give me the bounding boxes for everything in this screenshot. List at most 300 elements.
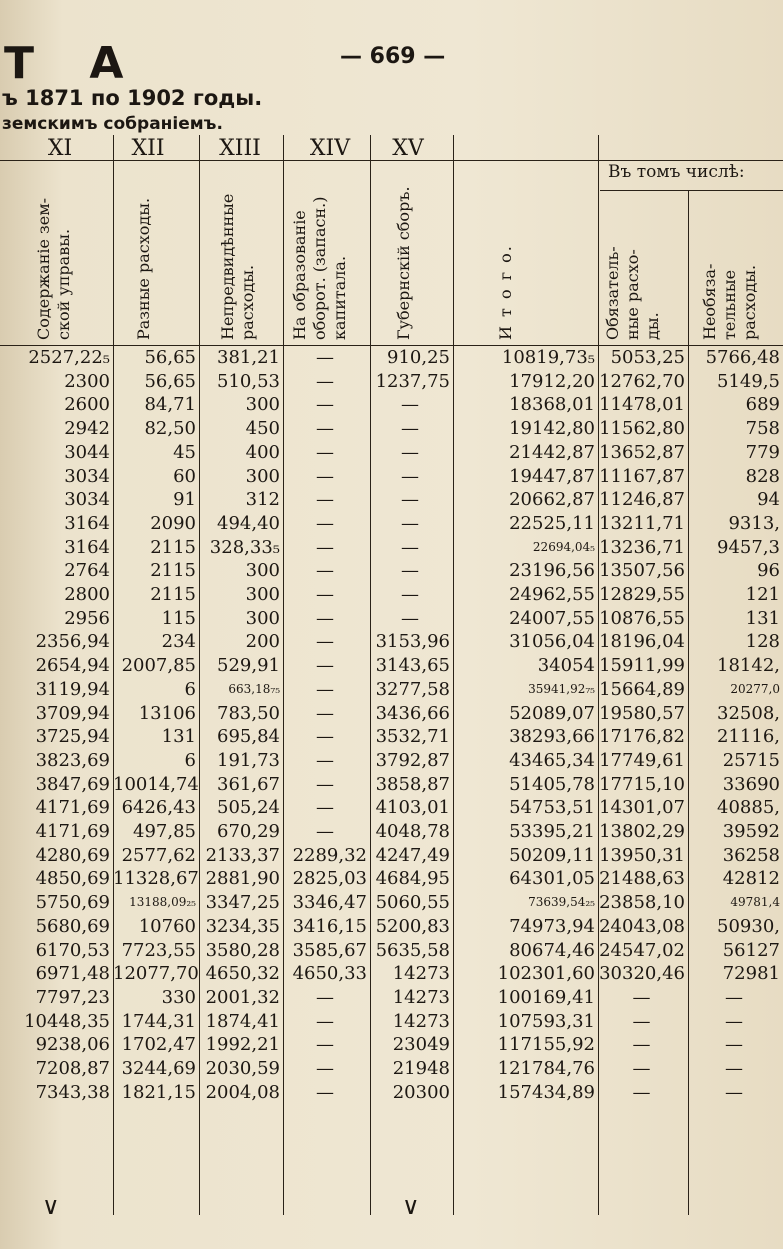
- table-cell: 5060,55: [375, 892, 450, 914]
- table-cell: 494,40: [217, 512, 280, 534]
- table-cell: 107593,31: [497, 1010, 595, 1032]
- table-row: [0, 559, 783, 583]
- table-cell: 73639,54₂₅: [528, 895, 595, 910]
- table-cell: 18368,01: [509, 394, 595, 416]
- table-cell: —: [316, 1058, 334, 1080]
- table-cell: 381,21: [217, 347, 280, 368]
- table-cell: 5750,69: [35, 892, 110, 914]
- table-cell: —: [316, 1081, 334, 1103]
- table-cell: 19580,57: [599, 702, 685, 724]
- table-cell: 5635,58: [375, 939, 450, 961]
- table-cell: —: [316, 347, 334, 368]
- table-cell: 300: [245, 560, 280, 582]
- table-cell: 13188,09₂₅: [129, 895, 196, 910]
- header-col-misc: Разные расходы.: [134, 197, 153, 340]
- table-cell: 300: [245, 607, 280, 629]
- table-cell: 49781,4: [730, 895, 780, 910]
- table-cell: 3709,94: [35, 702, 110, 724]
- table-cell: 2600: [64, 394, 110, 416]
- table-row: [0, 796, 783, 820]
- table-cell: 200: [245, 631, 280, 653]
- table-row: [0, 962, 783, 986]
- header-col-total: И т о г о.: [496, 244, 515, 340]
- table-cell: 19447,87: [509, 465, 595, 487]
- table-cell: 24043,08: [599, 915, 685, 937]
- table-cell: 19142,80: [509, 418, 595, 440]
- table-cell: —: [725, 986, 743, 1008]
- table-cell: 1237,75: [375, 370, 450, 392]
- table-cell: —: [401, 441, 419, 463]
- table-cell: 783,50: [217, 702, 280, 724]
- table-cell: 5766,48: [705, 347, 780, 368]
- table-cell: 312: [245, 489, 280, 511]
- table-cell: 2115: [150, 584, 196, 606]
- table-cell: 11562,80: [599, 418, 685, 440]
- table-cell: 22525,11: [509, 512, 595, 534]
- subheader-rule: [600, 190, 783, 191]
- table-cell: 9238,06: [35, 1034, 110, 1056]
- table-cell: 14273: [392, 986, 450, 1008]
- table-cell: —: [316, 584, 334, 606]
- header-in-that-number: Въ томъ числѣ:: [608, 162, 745, 182]
- table-cell: 17715,10: [599, 773, 685, 795]
- header-col-unforeseen: Непредвидѣнные расходы.: [218, 193, 257, 340]
- table-cell: 3346,47: [292, 892, 367, 914]
- table-cell: 4280,69: [35, 844, 110, 866]
- table-cell: 10448,35: [24, 1010, 110, 1032]
- table-cell: 11478,01: [599, 394, 685, 416]
- table-cell: 50209,11: [509, 844, 595, 866]
- table-cell: 191,73: [217, 749, 280, 771]
- table-cell: 3044: [64, 441, 110, 463]
- table-cell: 2527,22₅: [28, 347, 110, 368]
- subtitle-assembly: земскимъ собраніемъ.: [2, 114, 223, 134]
- table-cell: 21948: [392, 1058, 450, 1080]
- check-mark: ∨: [42, 1192, 60, 1220]
- table-cell: 13652,87: [599, 441, 685, 463]
- table-cell: 2090: [150, 512, 196, 534]
- table-cell: 56127: [722, 939, 780, 961]
- table-cell: 14273: [392, 1010, 450, 1032]
- table-cell: —: [316, 418, 334, 440]
- table-cell: 11328,67: [113, 868, 199, 890]
- table-cell: 1992,21: [205, 1034, 280, 1056]
- table-cell: 115: [161, 607, 196, 629]
- roman-xi: XI: [47, 136, 73, 161]
- table-cell: 1744,31: [121, 1010, 196, 1032]
- table-cell: 72981: [722, 963, 780, 985]
- table-row: [0, 1057, 783, 1081]
- table-cell: 18196,04: [599, 631, 685, 653]
- table-cell: 3164: [64, 512, 110, 534]
- table-cell: 13211,71: [599, 512, 685, 534]
- expenses-table: [0, 346, 783, 1105]
- header-col-administration: Содержаніе зем- ской управы.: [34, 197, 73, 340]
- table-cell: —: [401, 489, 419, 511]
- table-cell: 32508,: [717, 702, 780, 724]
- table-cell: —: [316, 773, 334, 795]
- table-row: [0, 939, 783, 963]
- table-cell: 13507,56: [599, 560, 685, 582]
- table-cell: 4171,69: [35, 797, 110, 819]
- table-cell: —: [316, 465, 334, 487]
- table-cell: 23196,56: [509, 560, 595, 582]
- table-cell: —: [316, 560, 334, 582]
- table-cell: 5680,69: [35, 915, 110, 937]
- table-cell: 18142,: [717, 655, 780, 677]
- table-cell: 20662,87: [509, 489, 595, 511]
- table-cell: 21442,87: [509, 441, 595, 463]
- table-cell: 13236,71: [599, 536, 685, 558]
- table-cell: 3416,15: [292, 915, 367, 937]
- table-cell: 497,85: [133, 821, 196, 843]
- table-cell: 910,25: [387, 347, 450, 368]
- table-row: [0, 820, 783, 844]
- table-cell: 96: [757, 560, 780, 582]
- table-cell: 35941,92₇₅: [528, 681, 595, 696]
- table-cell: 15911,99: [599, 655, 685, 677]
- table-cell: 2956: [64, 607, 110, 629]
- table-cell: —: [316, 1010, 334, 1032]
- header-col-optional: Необяза- тельные расходы.: [700, 263, 759, 340]
- table-cell: 7343,38: [35, 1081, 110, 1103]
- table-cell: 91: [173, 489, 196, 511]
- header-top-rule: [0, 160, 783, 161]
- table-cell: —: [316, 631, 334, 653]
- table-cell: 33690: [722, 773, 780, 795]
- table-cell: 20300: [392, 1081, 450, 1103]
- table-row: [0, 536, 783, 560]
- table-cell: —: [632, 1058, 651, 1080]
- table-cell: —: [401, 584, 419, 606]
- table-cell: 14273: [392, 963, 450, 985]
- table-row: [0, 512, 783, 536]
- table-cell: 4171,69: [35, 821, 110, 843]
- table-cell: —: [316, 370, 334, 392]
- table-cell: 3847,69: [35, 773, 110, 795]
- table-cell: 121: [745, 584, 780, 606]
- table-cell: —: [725, 1081, 743, 1103]
- table-cell: 3532,71: [375, 726, 450, 748]
- table-cell: —: [401, 536, 419, 558]
- roman-xiii: XIII: [219, 136, 261, 161]
- table-cell: 53395,21: [509, 821, 595, 843]
- table-cell: 3436,66: [375, 702, 450, 724]
- table-row: [0, 844, 783, 868]
- table-cell: —: [316, 536, 334, 558]
- table-row: [0, 773, 783, 797]
- table-cell: —: [316, 821, 334, 843]
- table-cell: 2881,90: [205, 868, 280, 890]
- table-cell: 330: [161, 986, 196, 1008]
- table-row: [0, 465, 783, 489]
- table-cell: 7797,23: [35, 986, 110, 1008]
- table-cell: —: [316, 489, 334, 511]
- table-cell: 300: [245, 394, 280, 416]
- table-cell: —: [632, 1034, 651, 1056]
- table-cell: 689: [745, 394, 780, 416]
- table-cell: 2133,37: [205, 844, 280, 866]
- table-cell: 3143,65: [375, 655, 450, 677]
- table-cell: 9313,: [728, 512, 780, 534]
- table-cell: —: [316, 678, 334, 700]
- table-cell: —: [316, 702, 334, 724]
- table-cell: 2115: [150, 560, 196, 582]
- table-cell: 6426,43: [121, 797, 196, 819]
- table-cell: 52089,07: [509, 702, 595, 724]
- table-cell: 11167,87: [599, 465, 685, 487]
- table-cell: 45: [173, 441, 196, 463]
- roman-xii: XII: [131, 136, 165, 161]
- table-cell: —: [316, 986, 334, 1008]
- table-row: [0, 986, 783, 1010]
- table-cell: 3119,94: [35, 678, 110, 700]
- table-cell: 3234,35: [205, 915, 280, 937]
- table-cell: —: [401, 607, 419, 629]
- table-cell: 758: [745, 418, 780, 440]
- table-cell: 13802,29: [599, 821, 685, 843]
- check-mark: ∨: [402, 1192, 420, 1220]
- table-row: [0, 867, 783, 891]
- table-cell: 529,91: [217, 655, 280, 677]
- table-cell: 25715: [722, 749, 780, 771]
- table-cell: 3858,87: [375, 773, 450, 795]
- table-cell: —: [316, 512, 334, 534]
- table-cell: 2289,32: [292, 844, 367, 866]
- table-row: [0, 583, 783, 607]
- table-cell: 21116,: [717, 726, 780, 748]
- table-cell: 3034: [64, 465, 110, 487]
- table-cell: 121784,76: [497, 1058, 595, 1080]
- table-cell: 24007,55: [509, 607, 595, 629]
- header-col-reserve-capital: На образованіе оборот. (запасн.) капитала.: [290, 196, 349, 340]
- table-cell: 2300: [64, 370, 110, 392]
- table-cell: 670,29: [217, 821, 280, 843]
- table-cell: 2115: [150, 536, 196, 558]
- table-cell: 80674,46: [509, 939, 595, 961]
- table-row: [0, 678, 783, 702]
- table-cell: 30320,46: [599, 963, 685, 985]
- table-cell: 1821,15: [121, 1081, 196, 1103]
- header-letters: Т А: [4, 38, 144, 89]
- table-cell: 14301,07: [599, 797, 685, 819]
- table-cell: 10014,74: [113, 773, 199, 795]
- table-cell: 17912,20: [509, 370, 595, 392]
- table-row: [0, 346, 783, 370]
- table-cell: 22694,04₅: [532, 539, 595, 554]
- table-cell: 4048,78: [375, 821, 450, 843]
- roman-xv: XV: [392, 136, 424, 161]
- table-cell: 2001,32: [205, 986, 280, 1008]
- roman-xiv: XIV: [309, 136, 351, 161]
- subtitle-years: ъ 1871 по 1902 годы.: [2, 86, 263, 110]
- table-cell: 40885,: [717, 797, 780, 819]
- table-cell: 9457,3: [717, 536, 780, 558]
- table-cell: —: [316, 655, 334, 677]
- table-cell: 60: [173, 465, 196, 487]
- table-cell: 234: [161, 631, 196, 653]
- table-cell: 50930,: [717, 915, 780, 937]
- table-cell: 34054: [537, 655, 595, 677]
- table-cell: 2007,85: [121, 655, 196, 677]
- table-cell: 20277,0: [730, 681, 780, 696]
- table-cell: 128: [745, 631, 780, 653]
- table-cell: 102301,60: [497, 963, 595, 985]
- table-cell: 6971,48: [35, 963, 110, 985]
- table-cell: 779: [745, 441, 780, 463]
- table-cell: 42812: [722, 868, 780, 890]
- table-cell: 4103,01: [375, 797, 450, 819]
- table-row: [0, 630, 783, 654]
- table-cell: 3823,69: [35, 749, 110, 771]
- table-cell: —: [725, 1034, 743, 1056]
- table-cell: 10760: [138, 915, 196, 937]
- table-cell: 131: [161, 726, 196, 748]
- table-cell: 695,84: [217, 726, 280, 748]
- table-cell: 56,65: [144, 370, 196, 392]
- table-cell: 12762,70: [599, 370, 685, 392]
- table-cell: 82,50: [144, 418, 196, 440]
- table-cell: 361,67: [217, 773, 280, 795]
- table-row: [0, 654, 783, 678]
- table-cell: 38293,66: [509, 726, 595, 748]
- table-cell: —: [316, 726, 334, 748]
- table-cell: 6: [184, 749, 196, 771]
- table-cell: 131: [745, 607, 780, 629]
- table-cell: 2942: [64, 418, 110, 440]
- table-cell: 4650,33: [292, 963, 367, 985]
- table-cell: 505,24: [217, 797, 280, 819]
- table-cell: 100169,41: [497, 986, 595, 1008]
- table-cell: 400: [245, 441, 280, 463]
- table-row: [0, 1033, 783, 1057]
- table-cell: 15664,89: [599, 678, 685, 700]
- table-cell: 328,33₅: [209, 536, 280, 558]
- table-cell: 94: [757, 489, 780, 511]
- table-cell: 2654,94: [35, 655, 110, 677]
- table-row: [0, 393, 783, 417]
- table-cell: 3347,25: [205, 892, 280, 914]
- table-cell: 13106: [138, 702, 196, 724]
- table-cell: 84,71: [144, 394, 196, 416]
- table-cell: —: [316, 797, 334, 819]
- table-row: [0, 1010, 783, 1034]
- table-cell: 510,53: [217, 370, 280, 392]
- table-cell: 23049: [392, 1034, 450, 1056]
- table-row: [0, 417, 783, 441]
- table-cell: 4650,32: [205, 963, 280, 985]
- table-cell: 4850,69: [35, 868, 110, 890]
- table-cell: 3164: [64, 536, 110, 558]
- table-cell: 12829,55: [599, 584, 685, 606]
- table-cell: 54753,51: [509, 797, 595, 819]
- table-row: [0, 370, 783, 394]
- table-cell: 13950,31: [599, 844, 685, 866]
- table-cell: 3034: [64, 489, 110, 511]
- table-cell: 2004,08: [205, 1081, 280, 1103]
- table-cell: 663,18₇₅: [228, 681, 280, 696]
- table-row: [0, 891, 783, 915]
- table-cell: —: [401, 512, 419, 534]
- table-row: [0, 915, 783, 939]
- table-cell: 3277,58: [375, 678, 450, 700]
- table-cell: 2030,59: [205, 1058, 280, 1080]
- table-row: [0, 702, 783, 726]
- table-cell: 5149,5: [717, 370, 780, 392]
- header-col-obligatory: Обязатель- ные расхо- ды.: [603, 246, 662, 340]
- table-cell: 3153,96: [375, 631, 450, 653]
- table-cell: 74973,94: [509, 915, 595, 937]
- table-cell: 3585,67: [292, 939, 367, 961]
- table-cell: 3580,28: [205, 939, 280, 961]
- table-row: [0, 725, 783, 749]
- table-cell: 12077,70: [113, 963, 199, 985]
- table-row: [0, 441, 783, 465]
- table-cell: 11246,87: [599, 489, 685, 511]
- table-row: [0, 1081, 783, 1105]
- table-row: [0, 749, 783, 773]
- table-cell: 2800: [64, 584, 110, 606]
- table-cell: 43465,34: [509, 749, 595, 771]
- table-row: [0, 607, 783, 631]
- table-cell: 4684,95: [375, 868, 450, 890]
- table-cell: —: [401, 418, 419, 440]
- table-cell: 2577,62: [121, 844, 196, 866]
- table-cell: 56,65: [144, 347, 196, 368]
- table-cell: 24962,55: [509, 584, 595, 606]
- table-cell: 7208,87: [35, 1058, 110, 1080]
- table-cell: 31056,04: [509, 631, 595, 653]
- table-cell: 1874,41: [205, 1010, 280, 1032]
- table-cell: 5200,83: [375, 915, 450, 937]
- table-cell: 3792,87: [375, 749, 450, 771]
- header-col-provincial-levy: Губернскій сборъ.: [394, 186, 413, 340]
- table-cell: —: [316, 441, 334, 463]
- table-cell: 3725,94: [35, 726, 110, 748]
- table-cell: 17176,82: [599, 726, 685, 748]
- table-cell: —: [725, 1010, 743, 1032]
- table-cell: 7723,55: [121, 939, 196, 961]
- table-row: [0, 488, 783, 512]
- table-cell: —: [725, 1058, 743, 1080]
- table-cell: 36258: [722, 844, 780, 866]
- table-cell: —: [632, 1081, 651, 1103]
- table-cell: —: [632, 986, 651, 1008]
- table-cell: 3244,69: [121, 1058, 196, 1080]
- table-cell: 51405,78: [509, 773, 595, 795]
- table-cell: 21488,63: [599, 868, 685, 890]
- table-cell: —: [316, 749, 334, 771]
- table-cell: 300: [245, 465, 280, 487]
- table-cell: —: [401, 560, 419, 582]
- table-cell: 6: [184, 678, 196, 700]
- table-cell: —: [632, 1010, 651, 1032]
- page-number: — 669 —: [340, 44, 446, 69]
- table-cell: 828: [745, 465, 780, 487]
- table-cell: 2356,94: [35, 631, 110, 653]
- table-cell: 24547,02: [599, 939, 685, 961]
- table-cell: 39592: [722, 821, 780, 843]
- table-cell: 6170,53: [35, 939, 110, 961]
- table-cell: 157434,89: [497, 1081, 595, 1103]
- table-cell: 300: [245, 584, 280, 606]
- table-cell: 5053,25: [610, 347, 685, 368]
- table-cell: 23858,10: [599, 892, 685, 914]
- table-cell: 2825,03: [292, 868, 367, 890]
- table-cell: 10819,73₅: [501, 347, 595, 368]
- table-cell: —: [401, 465, 419, 487]
- table-cell: 117155,92: [497, 1034, 595, 1056]
